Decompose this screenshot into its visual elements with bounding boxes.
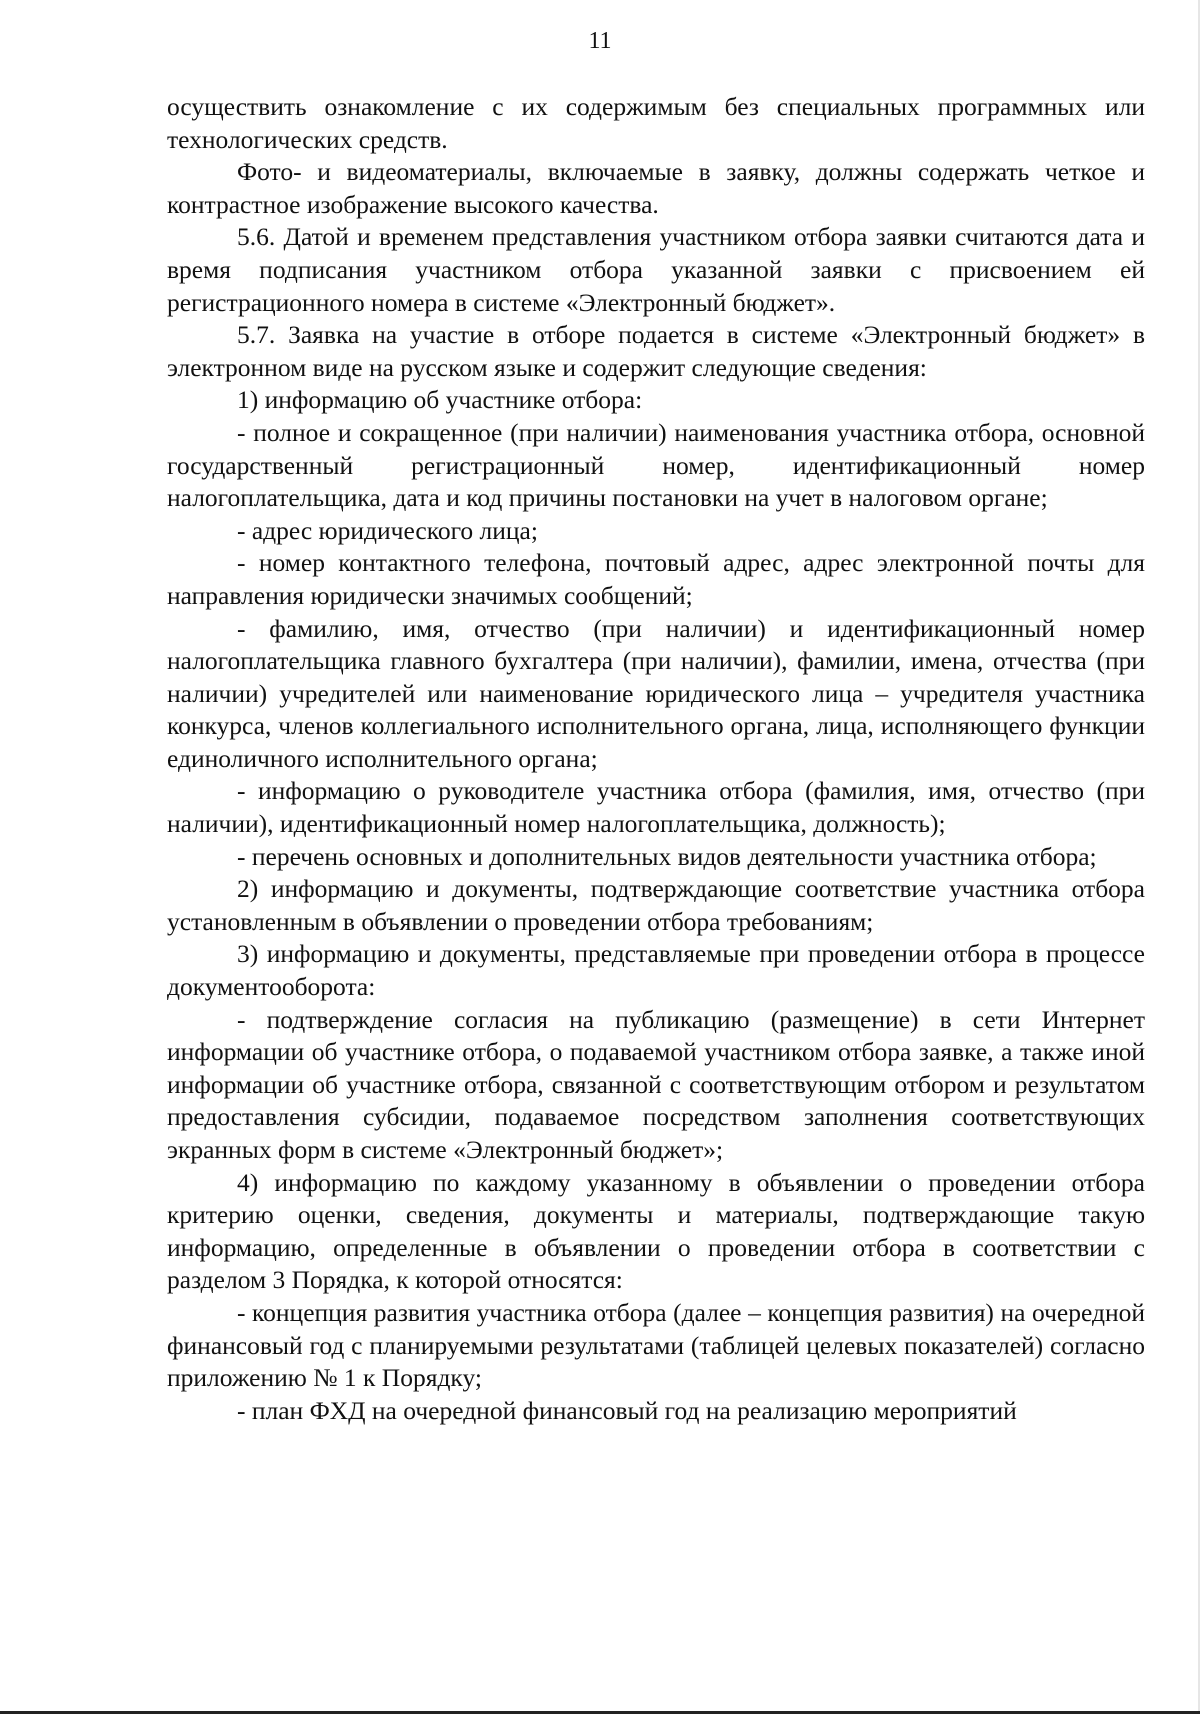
document-body <box>167 91 1145 1427</box>
page-number: 11 <box>588 28 612 54</box>
paragraph: - полное и сокращенное (при наличии) наименования участника отбора, основной государственный регистрационный номер, идентификационный номер налогоплательщика, дата и код причины постановки на учет в налоговом органе; <box>167 417 1145 513</box>
paragraph: - концепция развития участника отбора (далее – концепция развития) на очередной финансовый год с планируемыми результатами (таблицей целевых показателей) согласно приложению № 1 к Порядку; <box>167 1297 1145 1393</box>
paragraph: - фамилию, имя, отчество (при наличии) и идентификационный номер налогоплательщика главного бухгалтера (при наличии), фамилии, имена, отчества (при наличии) учредителей или наименование юридического лица – учредителя участника конкурса, членов коллегиального исполнительного органа, лица, исполняющего функции единоличного исполнительного органа; <box>167 613 1145 773</box>
paragraph: - информацию о руководителе участника отбора (фамилия, имя, отчество (при наличии), идентификационный номер налогоплательщика, должность); <box>167 776 1145 839</box>
paragraph: 4) информацию по каждому указанному в объявлении о проведении отбора критерию оценки, сведения, документы и материалы, подтверждающие такую информацию, определенные в объявлении о проведении отбора в соответствии с разделом 3 Порядка, к которой относятся: <box>167 1167 1145 1295</box>
paragraph: 1) информацию об участнике отбора: <box>237 385 643 415</box>
paragraph: 2) информацию и документы, подтверждающие соответствие участника отбора установленным в объявлении о проведении отбора требованиям; <box>167 874 1145 936</box>
paragraph: - перечень основных и дополнительных видов деятельности участника отбора; <box>237 841 1097 871</box>
paragraph: - номер контактного телефона, почтовый адрес, адрес электронной почты для направления юридически значимых сообщений; <box>167 548 1145 610</box>
paragraph: 5.6. Датой и временем представления участником отбора заявки считаются дата и время подписания участником отбора указанной заявки с присвоением ей регистрационного номера в системе «Электронный бюджет». <box>167 222 1145 317</box>
paragraph: Фото- и видеоматериалы, включаемые в заявку, должны содержать четкое и контрастное изображение высокого качества. <box>167 157 1145 219</box>
paragraph: осуществить ознакомление с их содержимым без специальных программных или технологических средств. <box>167 92 1145 154</box>
paragraph: - адрес юридического лица; <box>237 515 538 545</box>
paragraph: - подтверждение согласия на публикацию (размещение) в сети Интернет информации об участнике отбора, о подаваемой участником отбора заявке, а также иной информации об участнике отбора, связанной с соответствующим отбором и результатом предоставления субсидии, подаваемое посредством заполнения соответствующих экранных форм в системе «Электронный бюджет»; <box>167 1004 1145 1164</box>
paragraph: 5.7. Заявка на участие в отборе подается в системе «Электронный бюджет» в электронном виде на русском языке и содержит следующие сведения: <box>167 320 1145 382</box>
paragraph: 3) информацию и документы, представляемые при проведении отбора в процессе документооборота: <box>167 939 1145 1002</box>
paragraph: - план ФХД на очередной финансовый год на реализацию мероприятий <box>237 1395 1017 1425</box>
